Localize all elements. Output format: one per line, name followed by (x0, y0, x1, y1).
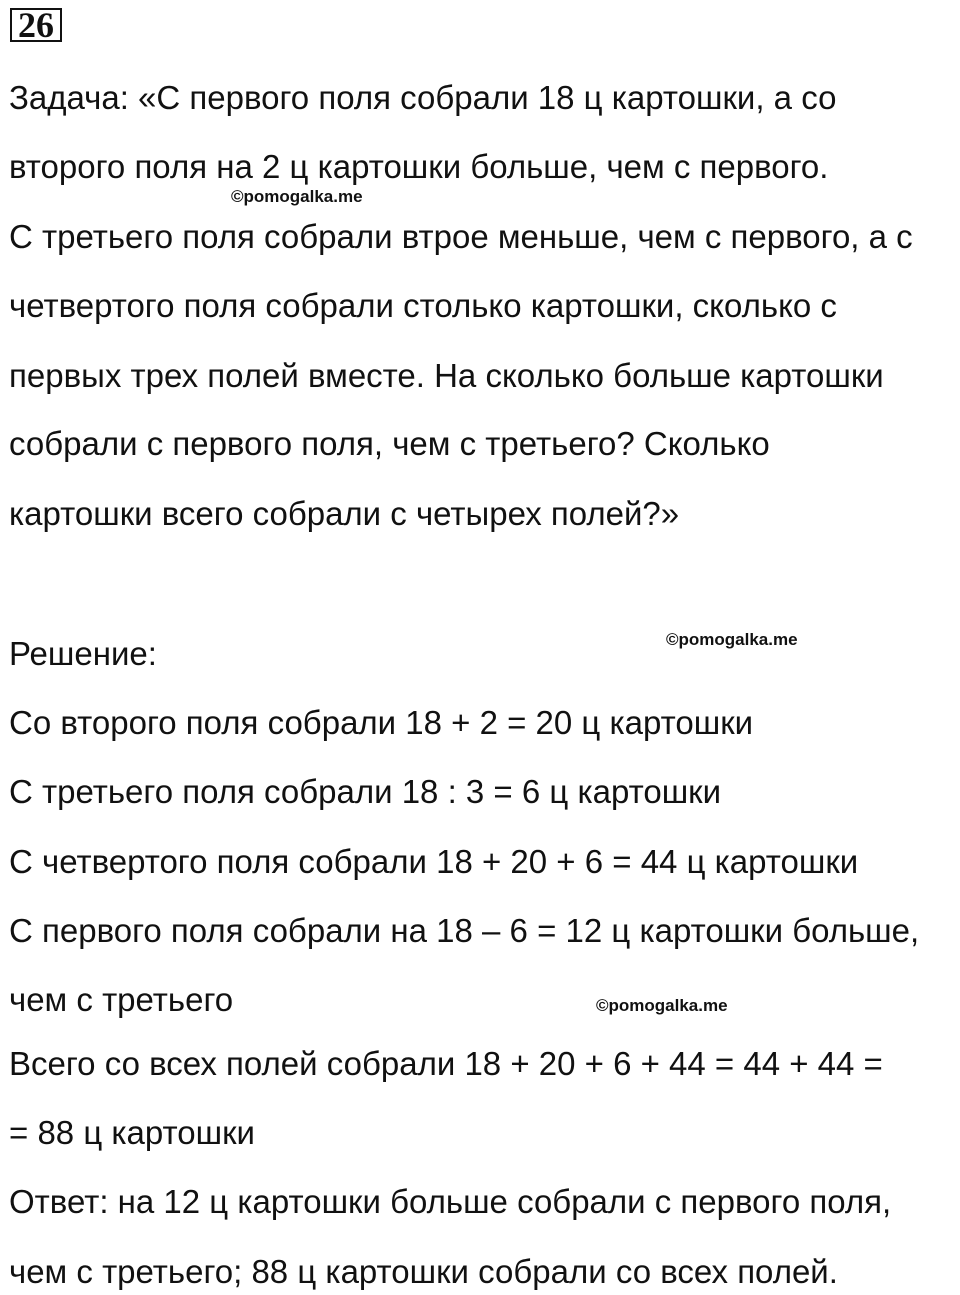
problem-line: собрали с первого поля, чем с третьего? Сколько (9, 425, 770, 462)
solution-line: С третьего поля собрали 18 : 3 = 6 ц картошки (9, 773, 722, 810)
answer-line: чем с третьего; 88 ц картошки собрали со всех полей. (9, 1253, 838, 1290)
problem-line: картошки всего собрали с четырех полей?» (9, 495, 680, 532)
watermark: ©pomogalka.me (231, 187, 363, 206)
solution-line: Со второго поля собрали 18 + 2 = 20 ц картошки (9, 704, 754, 741)
problem-line: С третьего поля собрали втрое меньше, чем с первого, а с (9, 218, 913, 255)
task-number: 26 (10, 8, 62, 42)
problem-line: первых трех полей вместе. На сколько больше картошки (9, 357, 884, 394)
solution-line: чем с третьего (9, 981, 234, 1018)
solution-line: = 88 ц картошки (9, 1114, 255, 1151)
solution-line: Всего со всех полей собрали 18 + 20 + 6 + 44 = 44 + 44 = (9, 1045, 883, 1082)
problem-line: Задача: «С первого поля собрали 18 ц картошки, а со (9, 79, 837, 116)
solution-heading: Решение: (9, 635, 157, 672)
solution-line: С первого поля собрали на 18 – 6 = 12 ц картошки больше, (9, 912, 920, 949)
answer-line: Ответ: на 12 ц картошки больше собрали с первого поля, (9, 1183, 892, 1220)
problem-line: четвертого поля собрали столько картошки, сколько с (9, 287, 837, 324)
watermark: ©pomogalka.me (666, 630, 798, 649)
problem-line: второго поля на 2 ц картошки больше, чем с первого. (9, 148, 829, 185)
solution-line: С четвертого поля собрали 18 + 20 + 6 = 44 ц картошки (9, 843, 859, 880)
watermark: ©pomogalka.me (596, 996, 728, 1015)
